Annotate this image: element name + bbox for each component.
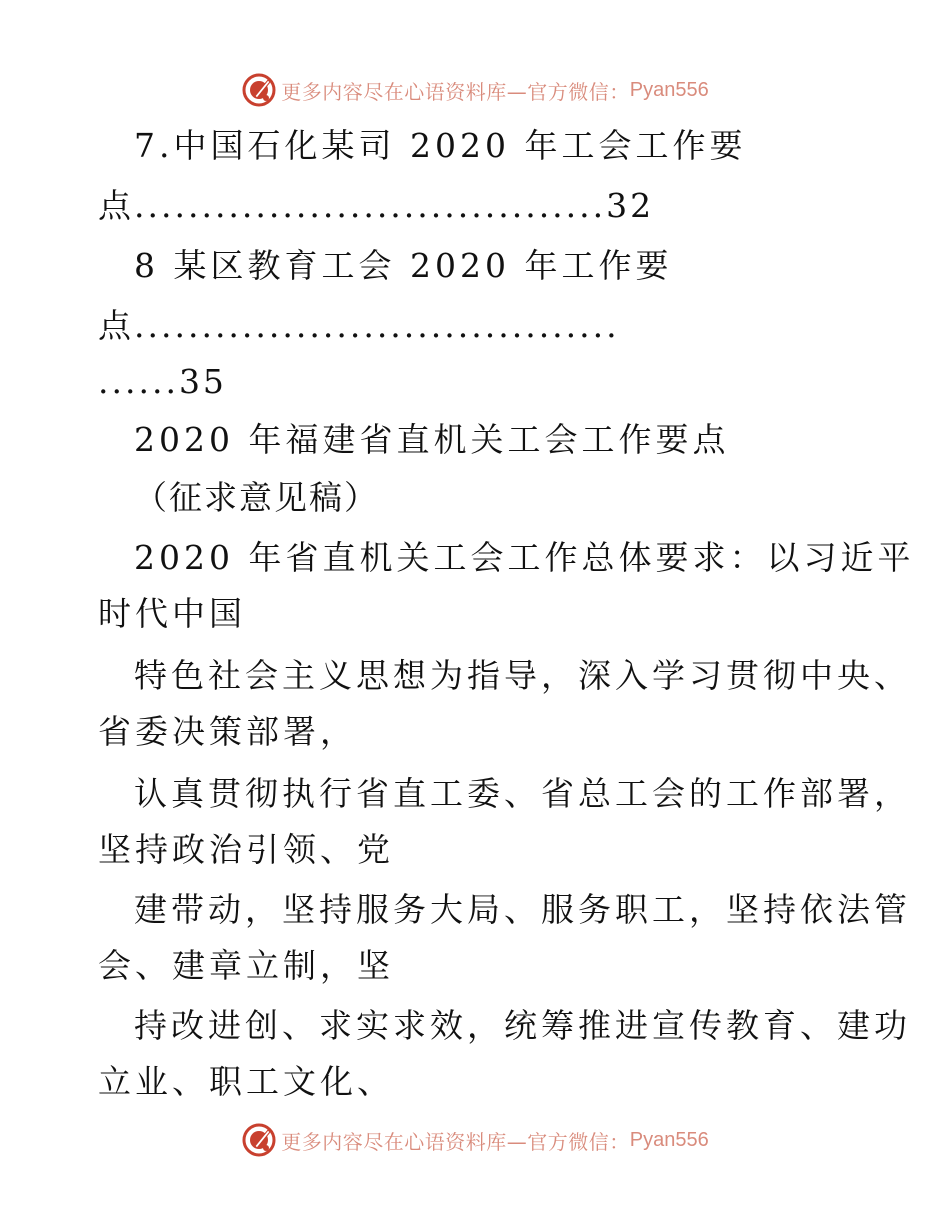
paragraph-line: 立业、职工文化、: [98, 1062, 394, 1101]
paragraph-line: 特色社会主义思想为指导，深入学习贯彻中央、: [134, 656, 911, 695]
paragraph-line: 坚持政治引领、党: [98, 830, 394, 869]
header-watermark-text: 更多内容尽在心语资料库—官方微信：: [281, 79, 630, 104]
logo-icon: [241, 1122, 277, 1158]
footer-watermark: [0, 1118, 950, 1162]
paragraph-line: 持改进创、求实求效，统筹推进宣传教育、建功: [134, 1006, 911, 1045]
paragraph-line: 2020 年省直机关工会工作总体要求：以习近平: [134, 538, 915, 577]
toc-entry-8-page: ......35: [98, 362, 227, 401]
paragraph-line: 建带动，坚持服务大局、服务职工，坚持依法管: [134, 890, 911, 929]
header-watermark-account: Pyan556: [629, 78, 709, 101]
logo-icon: [241, 72, 277, 108]
toc-entry-8-leader: 点....................................: [98, 306, 620, 345]
paragraph-line: 会、建章立制，坚: [98, 946, 394, 985]
toc-entry-8-title: 8 某区教育工会 2020 年工作要: [134, 246, 673, 285]
paragraph-line: 时代中国: [98, 594, 246, 633]
footer-watermark-account: Pyan556: [629, 1128, 709, 1151]
footer-watermark-text: 更多内容尽在心语资料库—官方微信：: [281, 1129, 630, 1154]
document-title: 2020 年福建省直机关工会工作要点: [134, 420, 730, 459]
document-subtitle: （征求意见稿）: [134, 478, 379, 517]
paragraph-line: 省委决策部署，: [98, 712, 357, 751]
toc-entry-7-page: 点...................................32: [98, 186, 655, 225]
paragraph-line: 认真贯彻执行省直工委、省总工会的工作部署，: [134, 774, 911, 813]
toc-entry-7-title: 7.中国石化某司 2020 年工会工作要: [134, 126, 747, 165]
header-watermark: [0, 68, 950, 112]
